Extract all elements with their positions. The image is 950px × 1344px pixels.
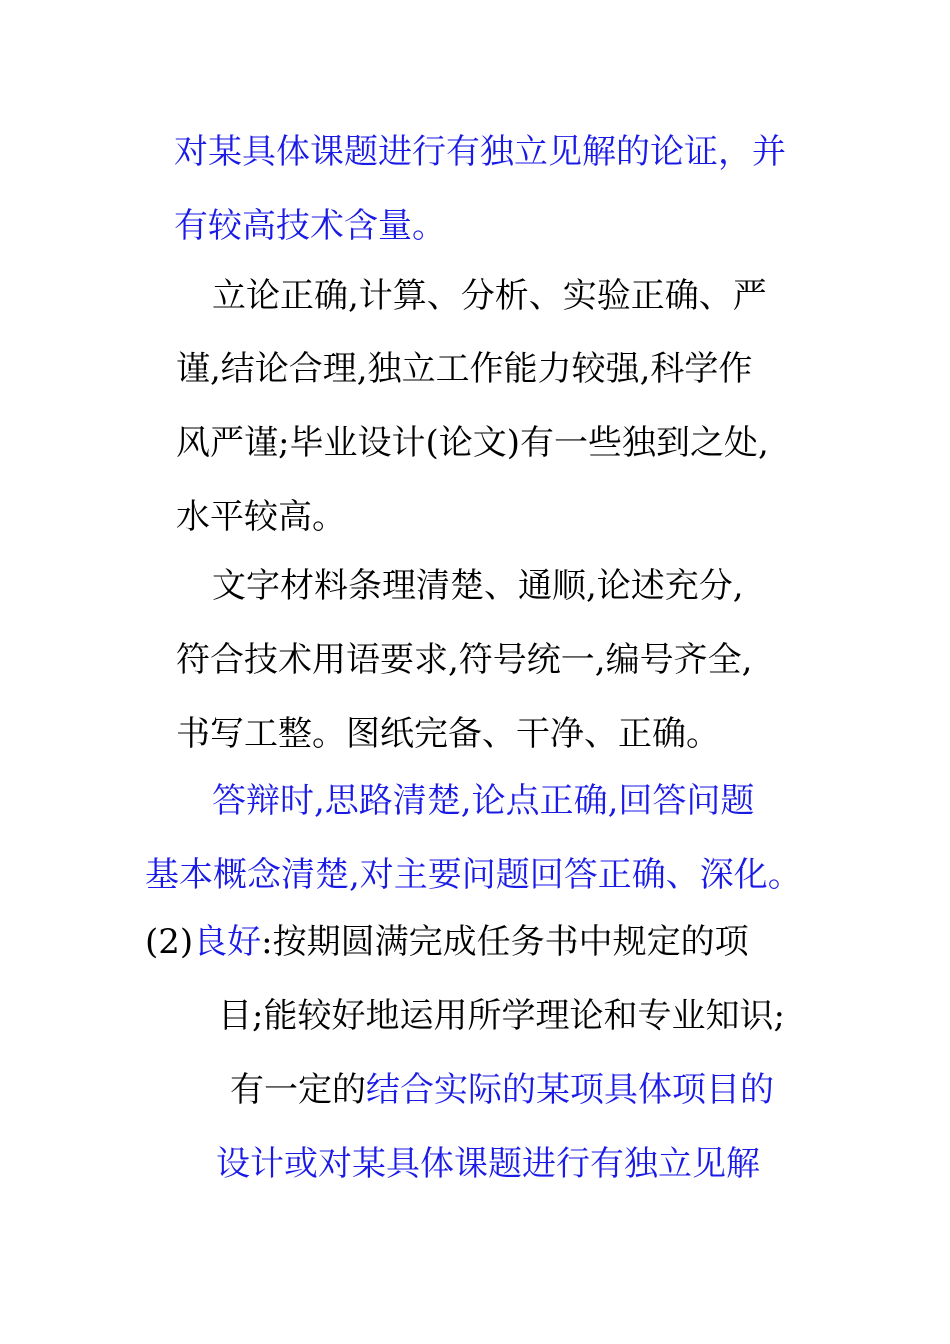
text-line xyxy=(145,855,802,895)
body-text: 立论正确,计算、分析、实验正确、严 xyxy=(212,276,767,316)
text-line xyxy=(176,497,346,537)
text-line xyxy=(176,349,752,389)
text-line xyxy=(176,423,769,463)
body-text: 风严谨;毕业设计(论文)有一些独到之处, xyxy=(176,423,769,463)
text-line xyxy=(212,781,754,821)
grade-label: 良好 xyxy=(193,922,262,962)
text-line xyxy=(212,276,767,316)
text-line xyxy=(174,132,786,172)
highlighted-text: 设计或对某具体课题进行有独立见解 xyxy=(216,1144,760,1184)
text-line xyxy=(216,1144,760,1184)
text-line xyxy=(176,714,720,754)
highlighted-text: 基本概念清楚,对主要问题回答正确、深化。 xyxy=(145,855,802,895)
highlighted-text: 对某具体课题进行有独立见解的论证，并 xyxy=(174,132,786,172)
text-line xyxy=(218,996,785,1036)
text-line xyxy=(145,922,749,962)
body-text: 目;能较好地运用所学理论和专业知识; xyxy=(218,996,785,1036)
body-text: 水平较高。 xyxy=(176,497,346,537)
body-text: 有一定的 xyxy=(230,1070,366,1110)
body-text: :按期圆满完成任务书中规定的项 xyxy=(261,922,749,962)
highlighted-text: 答辩时,思路清楚,论点正确,回答问题 xyxy=(212,781,755,821)
highlighted-text: 有较高技术含量。 xyxy=(174,206,446,246)
body-text: 文字材料条理清楚、通顺,论述充分, xyxy=(212,566,744,606)
list-number: (2) xyxy=(145,922,194,962)
text-line xyxy=(212,566,744,606)
body-text: 谨,结论合理,独立工作能力较强,科学作 xyxy=(176,349,753,389)
body-text: 书写工整。图纸完备、干净、正确。 xyxy=(176,714,720,754)
text-line xyxy=(230,1070,774,1110)
highlighted-text: 结合实际的某项具体项目的 xyxy=(366,1070,774,1110)
text-line xyxy=(174,206,446,246)
text-line xyxy=(176,640,752,680)
body-text: 符合技术用语要求,符号统一,编号齐全, xyxy=(176,640,753,680)
